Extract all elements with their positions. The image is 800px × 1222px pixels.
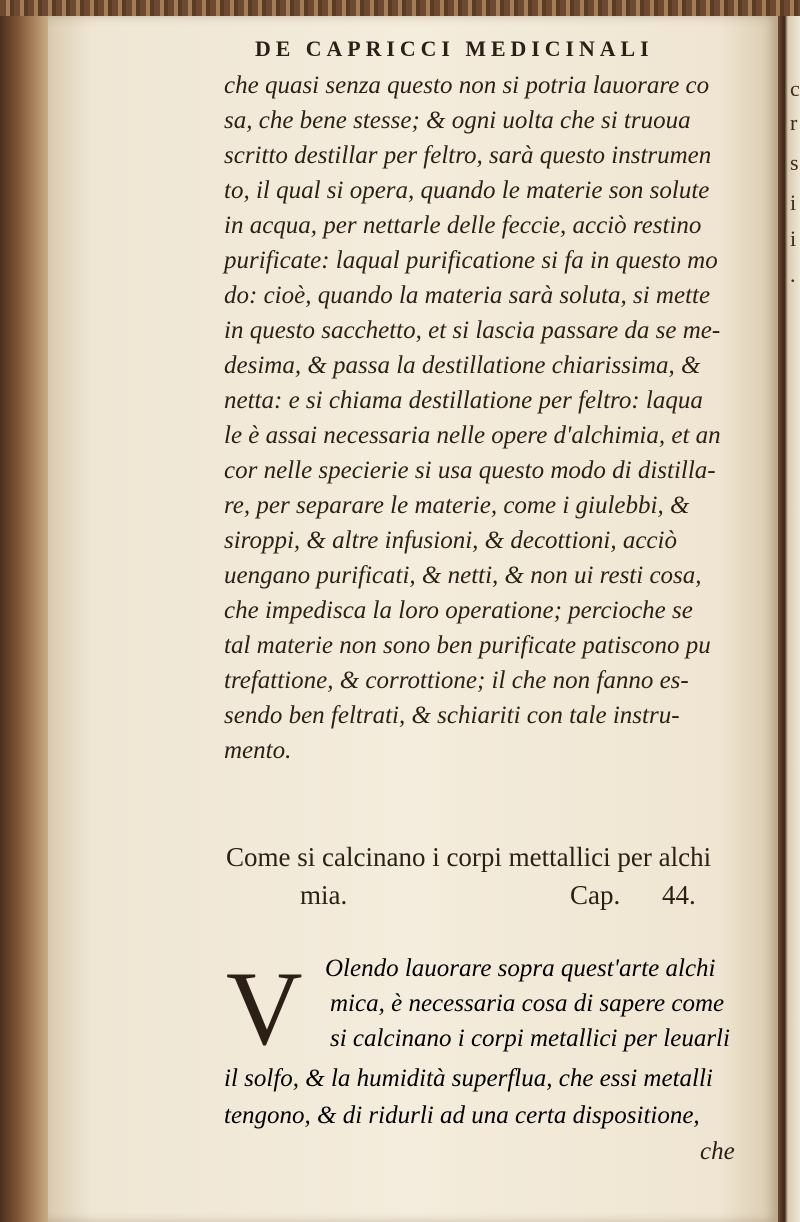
text-line: scritto destillar per feltro, sarà questo instrumen	[224, 142, 712, 169]
chapter-number: 44.	[662, 880, 696, 910]
text-line: tengono, & di ridurli ad una certa dispositione,	[224, 1102, 700, 1129]
text-line: mento.	[224, 737, 292, 764]
chapter-label: Cap.	[570, 880, 621, 910]
drop-cap-initial: V	[226, 950, 303, 1067]
running-header: DE CAPRICCI MEDICINALI	[255, 36, 654, 61]
text-line: netta: e si chiama destillatione per feltro: laqua	[224, 387, 703, 414]
text-line: le è assai necessaria nelle opere d'alchimia, et an	[224, 422, 721, 449]
page-top-edge	[0, 0, 800, 16]
text-line: in questo sacchetto, et si lascia passare da se me-	[224, 317, 721, 344]
text-line: trefattione, & corrottione; il che non fanno es-	[224, 667, 689, 694]
text-line: uengano purificati, & netti, & non ui resti cosa,	[224, 562, 702, 589]
text-line: purificate: laqual purificatione si fa in questo mo	[224, 247, 718, 274]
bleed-char: .	[790, 262, 796, 287]
text-line: cor nelle specierie si usa questo modo di distilla-	[224, 457, 716, 484]
text-line: che impedisca la loro operatione; percioche se	[224, 597, 693, 624]
text-line: si calcinano i corpi metallici per leuarli	[330, 1025, 730, 1052]
text-line: che quasi senza questo non si potria lauorare co	[224, 72, 710, 99]
chapter-title-continuation: mia.	[300, 880, 348, 910]
catchword: che	[700, 1138, 735, 1165]
text-line: tal materie non sono ben purificate patiscono pu	[224, 632, 711, 659]
text-line: sendo ben feltrati, & schiariti con tale instru-	[224, 702, 680, 729]
text-line: sa, che bene stesse; & ogni uolta che si truoua	[224, 107, 691, 134]
bleed-char: i	[790, 190, 797, 215]
text-line: desima, & passa la destillatione chiarissima, &	[224, 352, 701, 379]
bleed-char: r	[790, 110, 798, 135]
text-line: re, per separare le materie, come i giulebbi, &	[224, 492, 690, 519]
bleed-char: s	[790, 150, 799, 175]
text-line: do: cioè, quando la materia sarà soluta, si mette	[224, 282, 711, 309]
bleed-char: i	[790, 226, 797, 251]
chapter-title: Come si calcinano i corpi mettallici per alchi	[226, 842, 712, 872]
text-line: il solfo, & la humidità superflua, che essi metalli	[224, 1065, 713, 1092]
bleed-char: c	[790, 76, 800, 101]
text-line: mica, è necessaria cosa di sapere come	[330, 990, 725, 1017]
text-line: in acqua, per nettarle delle feccie, acciò restino	[224, 212, 702, 239]
text-line: to, il qual si opera, quando le materie son solute	[224, 177, 710, 204]
text-line: Olendo lauorare sopra quest'arte alchi	[325, 955, 716, 982]
text-line: siroppi, & altre infusioni, & decottioni, acciò	[224, 527, 677, 554]
book-spine	[0, 16, 48, 1222]
